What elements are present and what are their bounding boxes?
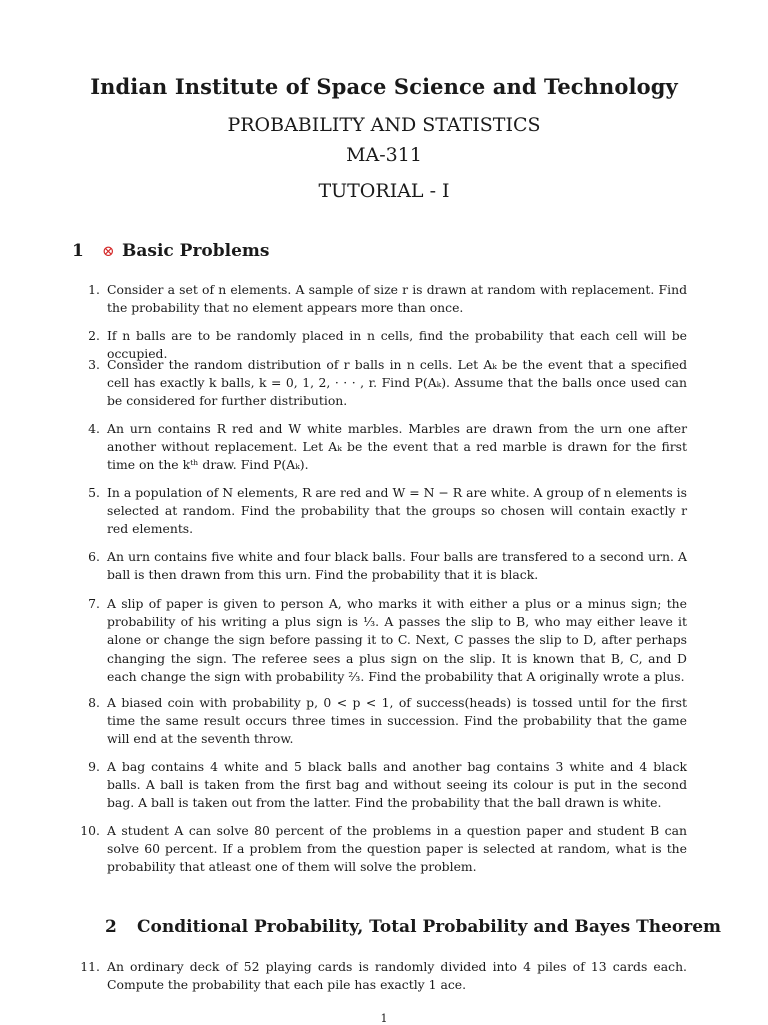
problem-number: 11. xyxy=(80,959,100,974)
problem-text: An ordinary deck of 52 playing cards is randomly divided into 4 piles of 13 cards each. Compute the probability that each pile has exactly 1 ace. xyxy=(107,959,687,993)
course-title: PROBABILITY AND STATISTICS xyxy=(227,114,541,136)
problem-number: 9. xyxy=(88,759,100,774)
problem-item xyxy=(76,758,687,813)
circled-times-icon: ⊗ xyxy=(102,242,115,260)
section-number: 2 xyxy=(105,917,117,937)
problem-number: 5. xyxy=(88,485,100,500)
institute-title: Indian Institute of Space Science and Technology xyxy=(90,74,678,99)
section-heading-conditional-probability xyxy=(105,917,721,937)
problem-text: Consider a set of n elements. A sample of size r is drawn at random with replacement. Find the probability that no element appears more than once. xyxy=(107,282,687,316)
problem-item xyxy=(76,281,687,317)
section-number: 1 xyxy=(72,241,84,261)
section-heading-basic-problems xyxy=(72,241,269,261)
problem-item xyxy=(76,694,687,749)
problem-item xyxy=(76,822,687,877)
problem-text: Consider the random distribution of r balls in n cells. Let Aₖ be the event that a specified cell has exactly k balls, k = 0, 1, 2, · · · , r. Find P(Aₖ). Assume that the balls once used can be considered for further distribution. xyxy=(107,357,687,409)
problem-number: 2. xyxy=(88,328,100,343)
problem-number: 6. xyxy=(88,549,100,564)
problem-text: An urn contains R red and W white marbles. Marbles are drawn from the urn one after another without replacement. Let Aₖ be the event that a red marble is drawn for the first time on the kᵗʰ draw. Find P(Aₖ). xyxy=(107,421,687,473)
problem-text: A biased coin with probability p, 0 < p < 1, of success(heads) is tossed until for the first time the same result occurs three times in succession. Find the probability that the game will end at the seventh throw. xyxy=(107,695,687,747)
problem-item xyxy=(76,484,687,539)
problem-text: In a population of N elements, R are red and W = N − R are white. A group of n elements is selected at random. Find the probability that the groups so chosen will contain exactly r red elements. xyxy=(107,485,687,537)
problem-text: A slip of paper is given to person A, who marks it with either a plus or a minus sign; the probability of his writing a plus sign is ⅓. A passes the slip to B, who may either leave it alone or change the sign before passing it to C. Next, C passes the slip to D, after perhaps changing the sign. The referee sees a plus sign on the slip. It is known that B, C, and D each change the sign with probability ⅔. Find the probability that A originally wrote a plus. xyxy=(107,596,687,684)
problem-number: 7. xyxy=(88,596,100,611)
problem-item xyxy=(76,595,687,686)
problem-number: 4. xyxy=(88,421,100,436)
problem-number: 3. xyxy=(88,357,100,372)
problem-item xyxy=(76,548,687,584)
section-title: Conditional Probability, Total Probability and Bayes Theorem xyxy=(137,917,722,937)
problem-text: An urn contains five white and four black balls. Four balls are transfered to a second urn. A ball is then drawn from this urn. Find the probability that it is black. xyxy=(107,549,687,583)
course-code: MA-311 xyxy=(346,144,422,166)
problem-item xyxy=(76,958,687,994)
page-number: 1 xyxy=(380,1012,388,1025)
problem-text: A student A can solve 80 percent of the problems in a question paper and student B can solve 60 percent. If a problem from the question paper is selected at random, what is the probability that atleast one of them will solve the problem. xyxy=(107,823,687,875)
problem-item xyxy=(76,356,687,411)
problem-number: 10. xyxy=(80,823,100,838)
problem-text: A bag contains 4 white and 5 black balls and another bag contains 3 white and 4 black balls. A ball is taken from the first bag and without seeing its colour is put in the second bag. A ball is taken out from the latter. Find the probability that the ball drawn is white. xyxy=(107,759,687,811)
problem-number: 8. xyxy=(88,695,100,710)
problem-number: 1. xyxy=(88,282,100,297)
problem-item xyxy=(76,420,687,475)
problem-text: If n balls are to be randomly placed in n cells, find the probability that each cell will be occupied. xyxy=(107,328,687,362)
section-title: Basic Problems xyxy=(122,241,270,261)
tutorial-title: TUTORIAL - I xyxy=(318,180,450,202)
